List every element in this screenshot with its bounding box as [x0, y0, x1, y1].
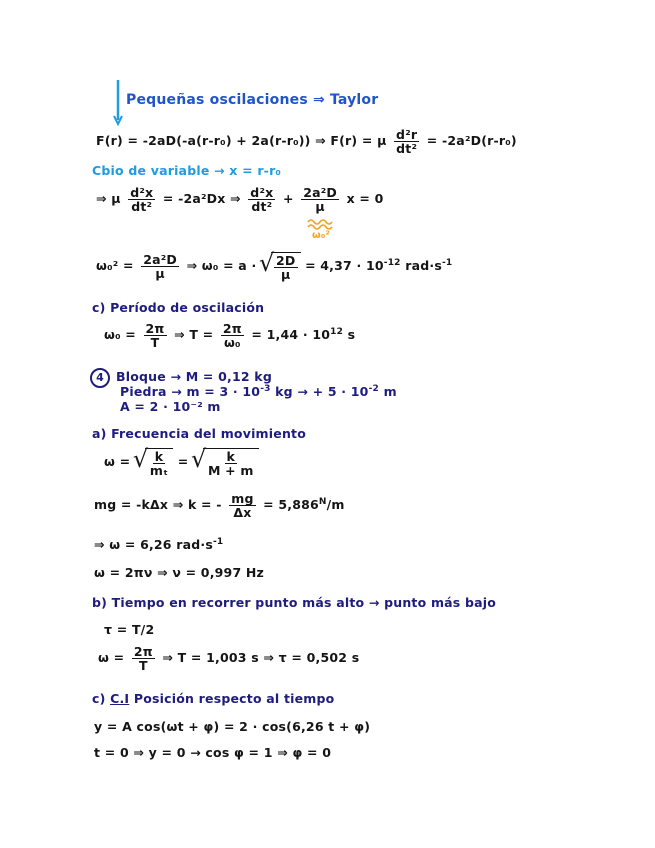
period-equation: ω₀ = $\frac{2\pi}{T}$ ⇒ T = $\frac{2\pi}{\text{ω₀}}$ = $1,44 \cdot 10^{12}$ s	[104, 321, 356, 351]
frequency-result: ω = 2πν ⇒ ν = 0,997 Hz	[94, 565, 265, 580]
section-b-heading: b) Tiempo en recorrer punto más alto → punto más bajo	[92, 595, 497, 610]
margin-arrow-icon	[112, 78, 126, 128]
natural-frequency-equation: ω₀² = $\frac{\text{2a²D}}{\mu}$ ⇒ ω₀ = a · √ $\frac{2D}{\mu}$ = $4,37 \cdot 10^{-12}$ $rad\cdot s^{-1}$	[96, 252, 452, 281]
problem-4-stone: Piedra → $m = 3 \cdot 10^{-3}$ kg → + $5 \cdot 10^{-2}$ m	[120, 384, 397, 399]
problem-4-amplitude: A = 2 · 10⁻² m	[120, 399, 221, 414]
section-c-heading: c) Período de oscilación	[92, 300, 265, 315]
omega-formula: ω = √ $\frac{k}{\text{mₜ}}$ = √ $\frac{k}{M + m}$	[104, 448, 259, 477]
page-title: Pequeñas oscilaciones ⇒ Taylor	[126, 92, 379, 108]
squiggle-underline-icon	[307, 218, 333, 230]
time-result: ω = $\frac{2\pi}{T}$ ⇒ T = 1,003 s ⇒ τ = 0,502 s	[98, 644, 360, 674]
problem-number-badge: 4	[90, 368, 110, 388]
variable-change: Cbio de variable → x = r-r₀	[92, 163, 282, 178]
tau-definition: τ = T/2	[104, 622, 155, 637]
omega-squared-note: ω₀²	[312, 230, 331, 241]
position-equation: y = A cos(ωt + φ) = 2 · cos(6,26 t + φ)	[94, 719, 371, 734]
omega-result: ⇒ ω = 6,26 $rad\cdot s^{-1}$	[94, 537, 224, 552]
spring-constant-equation: mg = -kΔx ⇒ k = - $\frac{mg}{\Delta x}$ = $5,886^N/m$	[94, 491, 345, 521]
initial-condition: t = 0 ⇒ y = 0 → cos φ = 1 ⇒ φ = 0	[94, 745, 332, 760]
force-equation: F(r) = -2aD(-a(r-r₀) + 2a(r-r₀)) ⇒ F(r) = μ $\frac{\text{d²r}}{\text{dt²}}$ = -2a²D(r-r₀)	[96, 127, 517, 157]
problem-4-data: 4 Bloque → M = 0,12 kg	[90, 368, 272, 388]
section-c2-heading: c) C.I Posición respecto al tiempo	[92, 691, 335, 706]
section-a-heading: a) Frecuencia del movimiento	[92, 426, 307, 441]
motion-equation: ⇒ μ $\frac{\text{d²x}}{\text{dt²}}$ = -2a²Dx ⇒ $\frac{\text{d²x}}{\text{dt²}}$ + $\frac{\text{2a²D}}{\mu}$ x = 0	[96, 185, 384, 215]
